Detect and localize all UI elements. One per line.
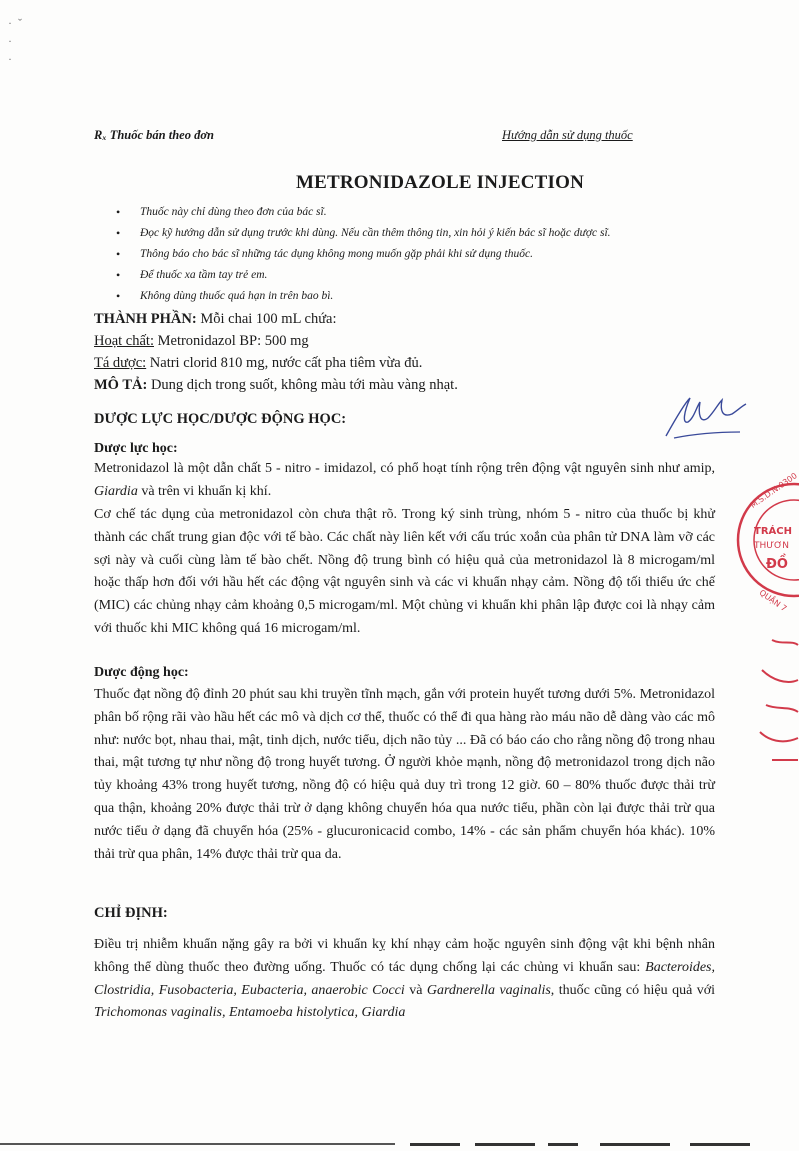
indications-organisms: Bacteroides, Clostridia, Fusobacteria, Eubacteria, anaerobic Cocci [94, 959, 715, 998]
pharmacodynamics-heading: Dược lực học: [94, 441, 178, 456]
warning-item: • Thông báo cho bác sĩ những tác dụng không mong muốn gặp phải khi sử dụng thuốc. [94, 244, 714, 265]
indications-and: và [409, 982, 423, 998]
svg-text:M.S.D.N:0300: M.S.D.N:0300 [748, 471, 799, 510]
indications-text-b: , thuốc cũng có hiệu quả với [550, 982, 715, 998]
svg-text:QUẬN 7: QUẬN 7 [757, 587, 789, 614]
company-stamp [732, 470, 799, 775]
active-value: Metronidazol BP: 500 mg [157, 333, 309, 349]
excipient-line [94, 355, 422, 372]
signature [660, 388, 750, 453]
warning-item: • Thuốc này chỉ dùng theo đơn của bác sĩ. [94, 202, 714, 223]
pharmacokinetics-heading: Dược động học: [94, 665, 189, 680]
pd-giardia: Giardia [94, 483, 138, 499]
description-line [94, 377, 458, 394]
warning-item: • Đọc kỹ hướng dẫn sử dụng trước khi dùng. Nếu cần thêm thông tin, xin hỏi ý kiến bác sĩ hoặc dược sĩ. [94, 223, 714, 244]
indications-heading: CHỈ ĐỊNH: [94, 905, 168, 921]
composition-line [94, 311, 337, 328]
pharmacology-heading: DƯỢC LỰC HỌC/DƯỢC ĐỘNG HỌC: [94, 411, 347, 427]
pd-text-b: và trên vi khuẩn kị khí. [141, 483, 272, 499]
indications-gardnerella: Gardnerella vaginalis [426, 982, 551, 998]
pd-text-a: Metronidazol là một dẫn chất 5 - nitro - imidazol, có phổ hoạt tính rộng trên động vật nguyên sinh như amip, [94, 461, 715, 476]
pharmacodynamics-paragraph-1 [94, 458, 715, 504]
excipient-label: Tá dược: [94, 355, 147, 371]
svg-text:ĐỒ: ĐỒ [766, 557, 788, 572]
svg-text:TRÁCH: TRÁCH [754, 526, 792, 537]
description-text: Dung dịch trong suốt, không màu tới màu vàng nhạt. [150, 377, 458, 393]
scan-artifact: · ˇ · · [8, 16, 22, 66]
indications-text-a: Điều trị nhiễm khuẩn nặng gây ra bởi vi khuẩn kỵ khí nhạy cảm hoặc nguyên sinh động vật khi bệnh nhân không thể dùng thuốc theo đường uống. Thuốc có tác dụng chống lại các chủng vi khuẩn sau: [94, 937, 715, 975]
warning-item: • Không dùng thuốc quá hạn in trên bao bì. [94, 286, 714, 307]
composition-intro: Mỗi chai 100 mL chứa: [200, 311, 337, 327]
active-ingredient-line [94, 333, 309, 350]
indications-paragraph [94, 934, 715, 1025]
warning-list [94, 202, 714, 307]
pharmacodynamics-paragraph-2: Cơ chế tác dụng của metronidazol còn chưa thật rõ. Trong ký sinh trùng, nhóm 5 - nitro của thuốc bị khử thành các chất trung gian độc với tế bào. Các chất này liên kết với cấu trúc xoắn của phân tử DNA làm vỡ các sợi này và cuối cùng làm tế bào chết. Nồng độ trung bình có hiệu quả của metronidazol là 8 microgam/ml hoặc thấp hơn đối với hầu hết các động vật nguyên sinh và các vi khuẩn nhạy cảm. Nồng độ tối thiểu ức chế (MIC) các chủng nhạy cảm khoảng 0,5 microgam/ml. Một chủng vi khuẩn khi phân lập được coi là nhạy cảm với thuốc khi MIC không quá 16 microgam/ml. [94, 507, 715, 636]
usage-guide-label: Hướng dẫn sử dụng thuốc [502, 128, 633, 142]
indications-protozoa: Trichomonas vaginalis, Entamoeba histolytica, Giardia [94, 1005, 406, 1021]
composition-heading: THÀNH PHẦN: [94, 311, 197, 327]
svg-text:THƯƠN: THƯƠN [754, 541, 789, 551]
active-label: Hoạt chất: [94, 333, 154, 349]
prescription-label: Rₓ Thuốc bán theo đơn [94, 128, 215, 142]
pharmacokinetics-paragraph: Thuốc đạt nồng độ đỉnh 20 phút sau khi truyền tĩnh mạch, gắn với protein huyết tương dưới 5%. Metronidazol phân bố rộng rãi vào hầu hết các mô và dịch cơ thể, thuốc có thể đi qua hàng rào máu não dễ dàng vào các mô như: nước bọt, nhau thai, mật, tinh dịch, nước tiểu, dịch não tủy ... Đã có báo cáo cho rằng nồng độ trong nhau thai, mật tương tự như nồng độ trong huyết tương. Ở người khỏe mạnh, nồng độ metronidazol trong dịch não tủy khoảng 43% trong huyết tương, nồng độ có hiệu quả duy trì trong 12 giờ. 60 – 80% thuốc được thải trừ qua thận, khoảng 20% được thải trừ ở dạng không chuyển hóa qua nước tiểu, phần còn lại được thải trừ qua nước tiểu ở dạng đã chuyển hóa (25% - glucuronicacid combo, 14% - các sản phẩm chuyển hóa khác). 10% thải trừ qua phân, 14% được thải trừ qua da. [94, 687, 715, 862]
warning-item: • Để thuốc xa tầm tay trẻ em. [94, 265, 714, 286]
excipient-value: Natri clorid 810 mg, nước cất pha tiêm vừa đủ. [149, 355, 423, 371]
page-title: METRONIDAZOLE INJECTION [295, 172, 585, 193]
description-heading: MÔ TẢ: [94, 377, 148, 393]
bottom-edge-artifact [0, 1133, 799, 1136]
